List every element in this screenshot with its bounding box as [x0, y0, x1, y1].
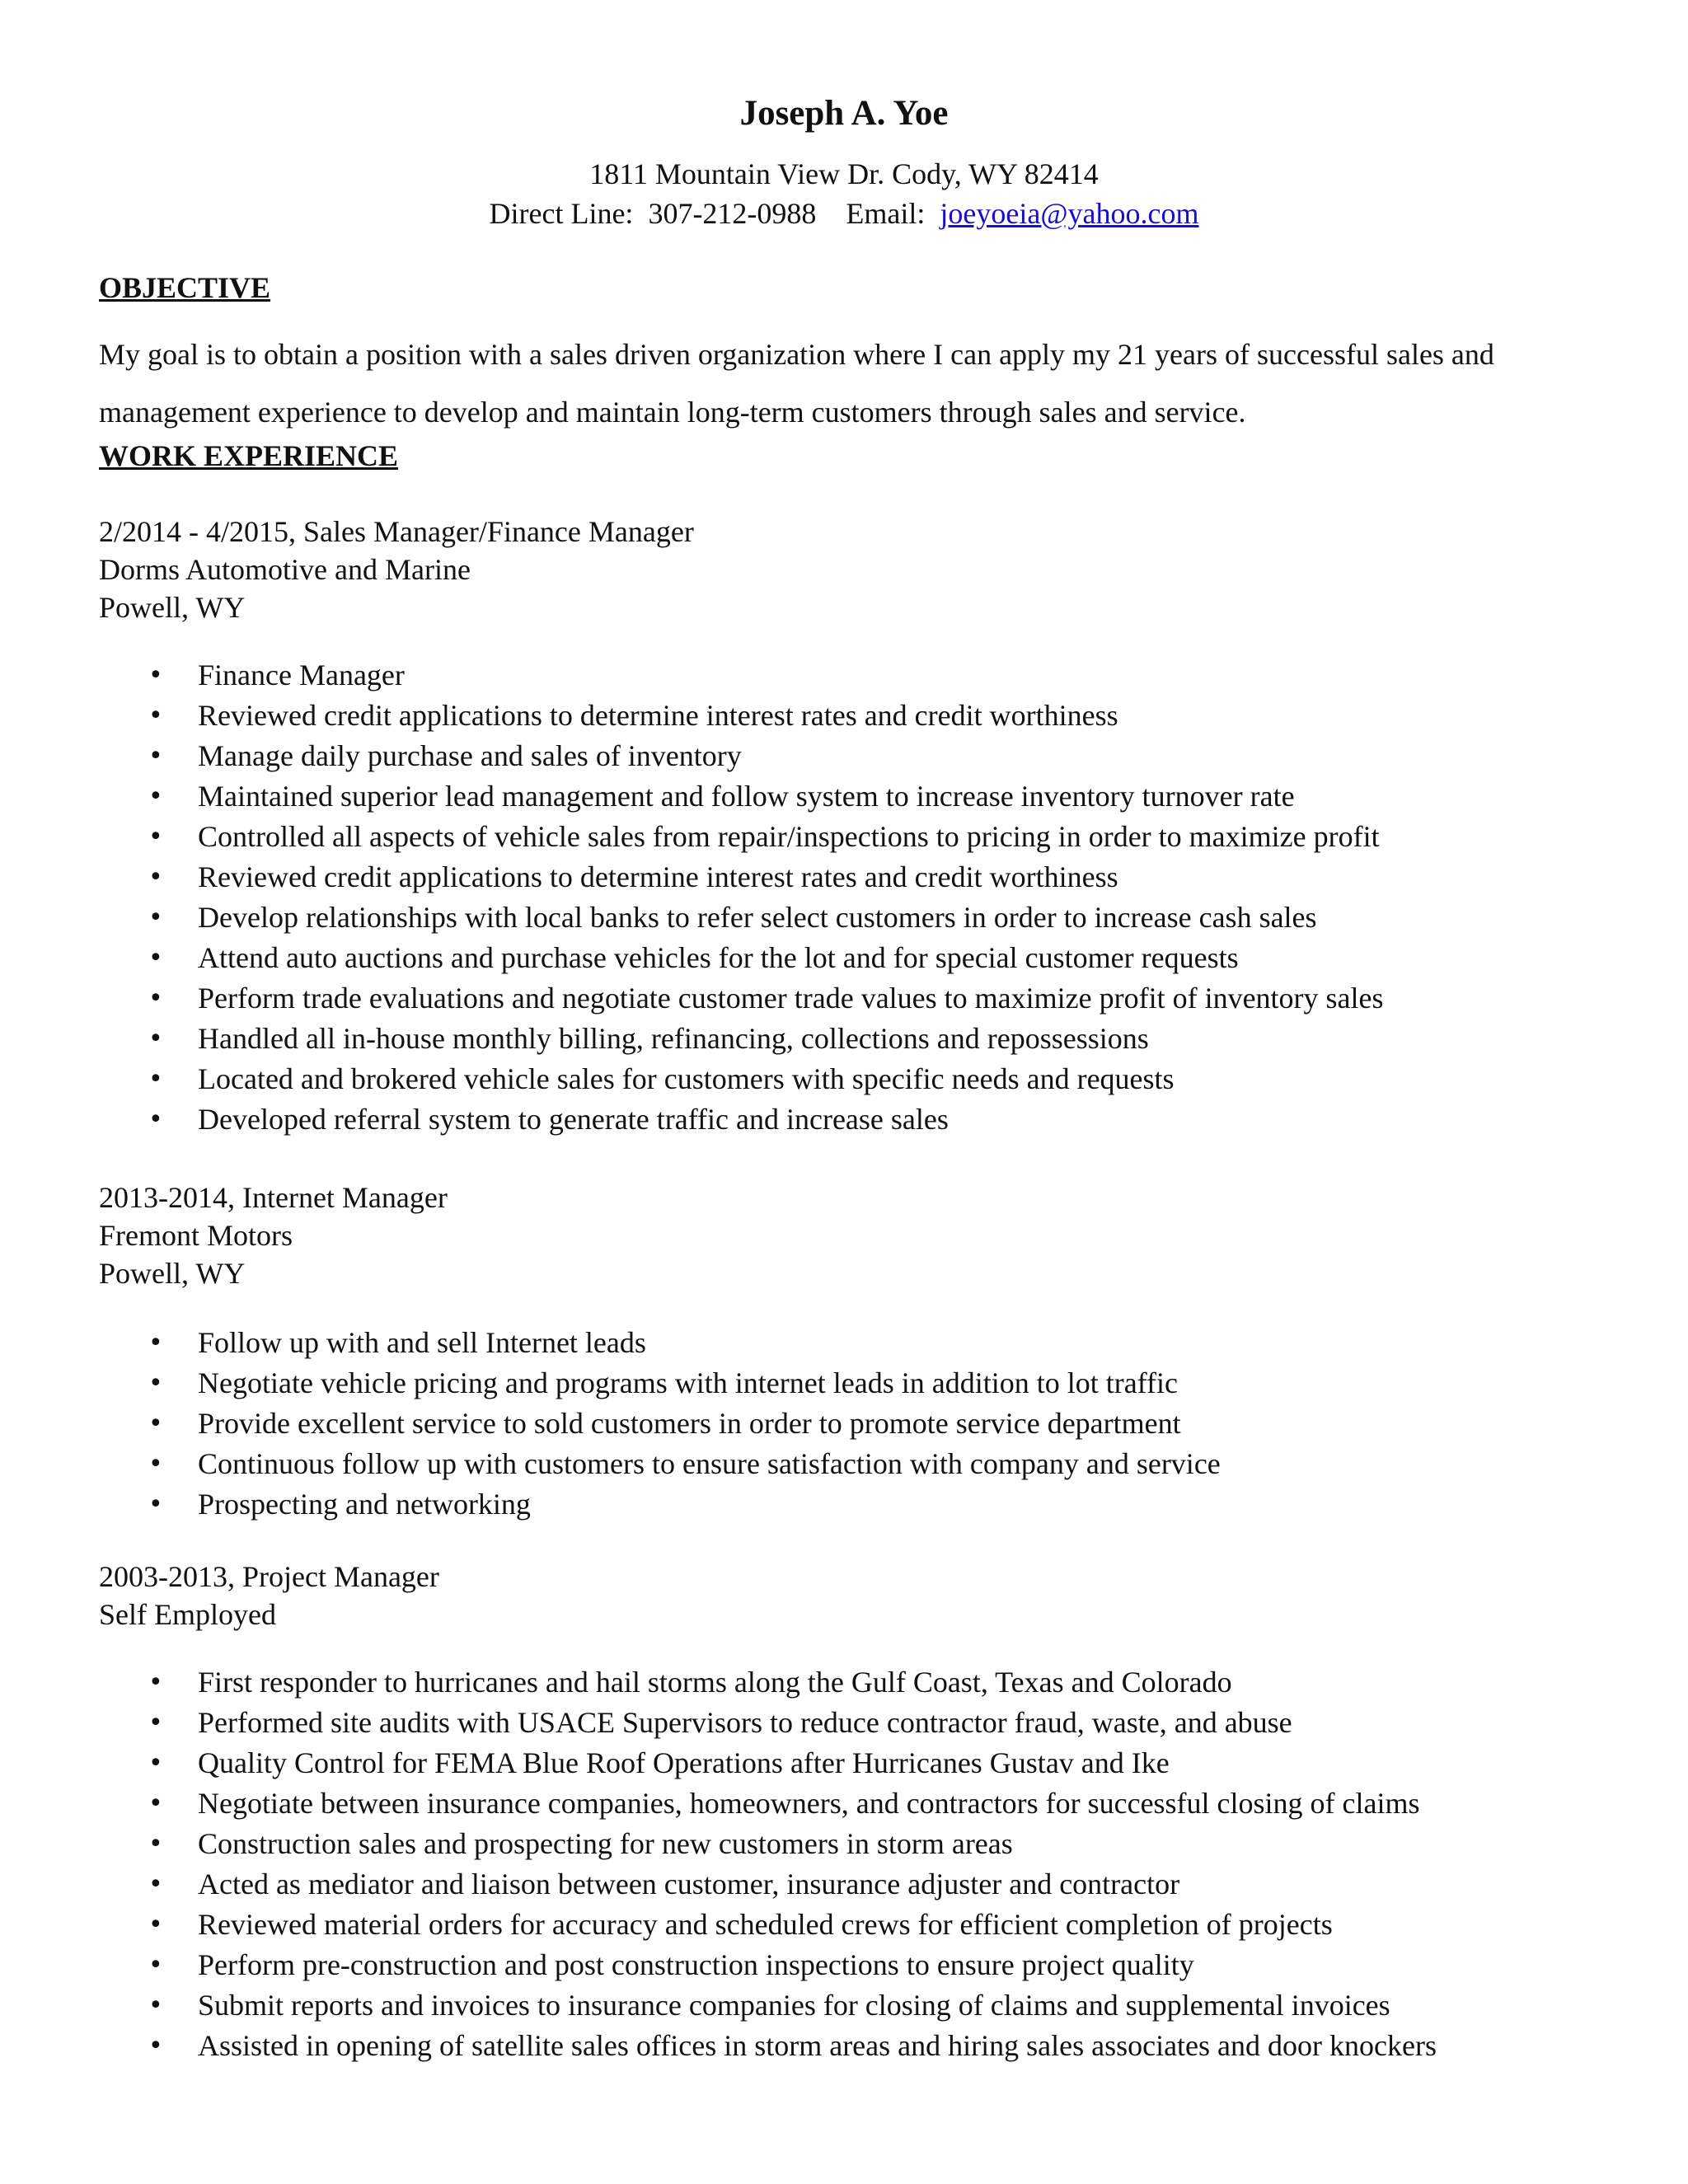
list-item: • Acted as mediator and liaison between customer, insurance adjuster and contractor: [99, 1864, 1632, 1905]
objective-heading: OBJECTIVE: [99, 271, 271, 304]
list-item: • Performed site audits with USACE Supervisors to reduce contractor fraud, waste, and abuse: [99, 1703, 1632, 1743]
list-item: • Handled all in-house monthly billing, refinancing, collections and repossessions: [99, 1019, 1632, 1059]
phone-number: 307-212-0988: [648, 197, 817, 230]
list-item: • Reviewed credit applications to determine interest rates and credit worthiness: [99, 857, 1632, 898]
email-link[interactable]: joeyoeia@yahoo.com: [940, 197, 1199, 230]
contact-line: [0, 196, 1688, 232]
list-item: • Prospecting and networking: [99, 1484, 1632, 1525]
list-item: • Submit reports and invoices to insurance companies for closing of claims and supplemental invoices: [99, 1985, 1632, 2026]
resume-address: 1811 Mountain View Dr. Cody, WY 82414: [589, 157, 1099, 190]
job-header: [99, 1558, 439, 1633]
list-item: • Manage daily purchase and sales of inventory: [99, 736, 1632, 776]
list-item: • Assisted in opening of satellite sales offices in storm areas and hiring sales associates and door knockers: [99, 2026, 1632, 2066]
resume-name: Joseph A. Yoe: [739, 94, 949, 133]
list-item: • Negotiate vehicle pricing and programs with internet leads in addition to lot traffic: [99, 1363, 1632, 1404]
job-title-line: 2013-2014, Internet Manager: [99, 1181, 448, 1214]
job-location: Powell, WY: [99, 1257, 246, 1290]
list-item: • Reviewed material orders for accuracy and scheduled crews for efficient completion of projects: [99, 1905, 1632, 1945]
job-company: Dorms Automotive and Marine: [99, 553, 471, 586]
job-header: [99, 1179, 448, 1292]
list-item: • Develop relationships with local banks to refer select customers in order to increase cash sales: [99, 898, 1632, 938]
phone-label: Direct Line:: [489, 197, 634, 230]
job-company: Fremont Motors: [99, 1219, 293, 1252]
job-bullet-list: [99, 655, 1632, 1140]
list-item: • Follow up with and sell Internet leads: [99, 1323, 1632, 1363]
list-item: • Quality Control for FEMA Blue Roof Operations after Hurricanes Gustav and Ike: [99, 1743, 1632, 1783]
work-experience-heading: WORK EXPERIENCE: [99, 439, 399, 472]
list-item: • Finance Manager: [99, 655, 1632, 696]
job-company: Self Employed: [99, 1598, 276, 1631]
list-item: • Maintained superior lead management and follow system to increase inventory turnover rate: [99, 776, 1632, 817]
job-location: Powell, WY: [99, 591, 246, 624]
list-item: • Located and brokered vehicle sales for customers with specific needs and requests: [99, 1059, 1632, 1099]
email-label: Email:: [846, 197, 926, 230]
job-header: [99, 513, 694, 626]
list-item: • Continuous follow up with customers to ensure satisfaction with company and service: [99, 1444, 1632, 1484]
list-item: • Construction sales and prospecting for new customers in storm areas: [99, 1824, 1632, 1864]
list-item: • Controlled all aspects of vehicle sales from repair/inspections to pricing in order to maximize profit: [99, 817, 1632, 857]
job-bullet-list: [99, 1662, 1632, 2066]
job-bullet-list: [99, 1323, 1632, 1525]
list-item: • Attend auto auctions and purchase vehicles for the lot and for special customer requests: [99, 938, 1632, 978]
list-item: • First responder to hurricanes and hail storms along the Gulf Coast, Texas and Colorado: [99, 1662, 1632, 1703]
job-title-line: 2003-2013, Project Manager: [99, 1560, 439, 1593]
objective-text: My goal is to obtain a position with a sales driven organization where I can apply my 21 years of successful sales and management experience to develop and maintain long-term customers through sales and service.: [99, 338, 1494, 429]
list-item: • Provide excellent service to sold customers in order to promote service department: [99, 1404, 1632, 1444]
list-item: • Perform pre-construction and post construction inspections to ensure project quality: [99, 1945, 1632, 1985]
list-item: • Negotiate between insurance companies, homeowners, and contractors for successful closing of claims: [99, 1783, 1632, 1824]
list-item: • Perform trade evaluations and negotiate customer trade values to maximize profit of inventory sales: [99, 978, 1632, 1019]
job-title-line: 2/2014 - 4/2015, Sales Manager/Finance Manager: [99, 515, 694, 548]
list-item: • Reviewed credit applications to determine interest rates and credit worthiness: [99, 696, 1632, 736]
list-item: • Developed referral system to generate traffic and increase sales: [99, 1099, 1632, 1140]
